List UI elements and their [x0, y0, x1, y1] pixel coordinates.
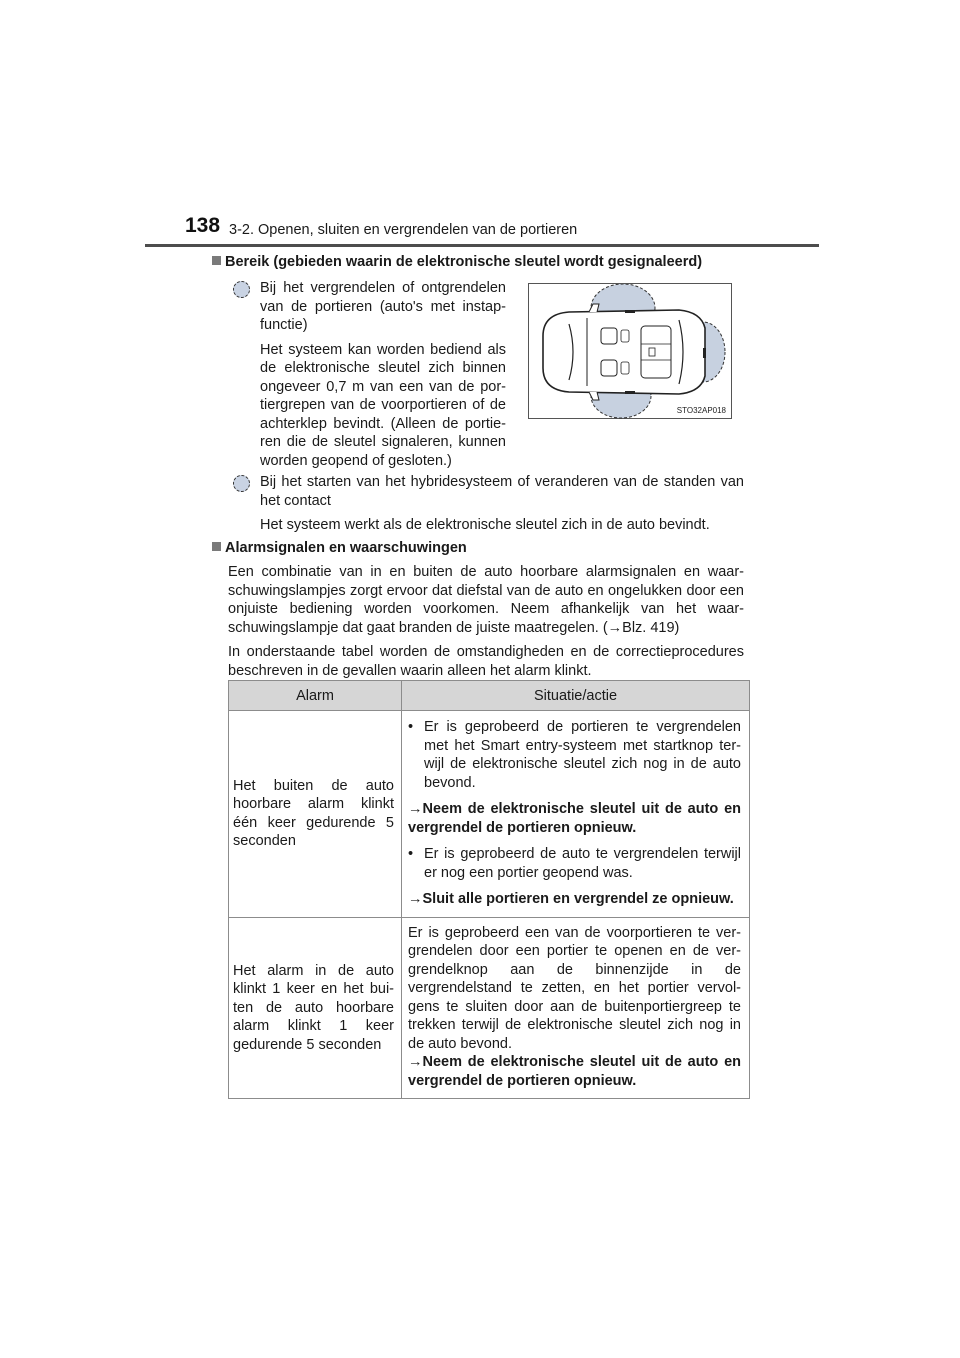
- row1-action-1: [408, 800, 741, 837]
- row1-alarm-text: Het buiten de auto hoorbare alarm klinkt één keer gedurende 5 seconden: [233, 777, 394, 850]
- square-bullet-icon: [212, 256, 221, 265]
- list-item: [408, 845, 741, 882]
- row2-alarm-text: Het alarm in de auto klinkt 1 keer en het bui-ten de auto hoorbare alarm klinkt 1 keer gedurende 5 seconden: [233, 962, 394, 1053]
- dashed-circle-icon: [233, 475, 250, 492]
- table-cell-alarm: [229, 917, 402, 1099]
- range-item-start: [260, 473, 744, 535]
- table-cell-alarm: [229, 711, 402, 918]
- row2-action-text: Neem de elektronische sleutel uit de auto en vergrendel de portieren opnieuw.: [408, 1054, 741, 1089]
- row1-bullet-2: Er is geprobeerd de auto te vergrendelen terwijl er nog een portier geopend was.: [424, 846, 741, 881]
- bullet-icon: •: [408, 846, 414, 862]
- range-heading-text: Bereik (gebieden waarin de elektronische sleutel wordt gesignaleerd): [225, 254, 703, 270]
- section-title: 3-2. Openen, sluiten en vergrendelen van de portieren: [229, 222, 578, 238]
- range-item-lock: [260, 279, 506, 470]
- alarm-heading: [212, 540, 467, 556]
- range-heading: [212, 254, 702, 270]
- alarm-heading-text: Alarmsignalen en waarschuwingen: [225, 540, 467, 556]
- list-item: [408, 718, 741, 792]
- range-item-start-body: Het systeem werkt als de elektronische sleutel zich in de auto bevindt.: [260, 517, 710, 533]
- page-number: 138: [185, 214, 221, 237]
- car-detection-figure: [528, 283, 732, 419]
- square-bullet-icon: [212, 542, 221, 551]
- range-item-lock-body: Het systeem kan worden bediend als de elektronische sleutel zich binnen ongeveer 0,7 m van een van de por-tiergrepen van de voorportieren of de achterklep bevindt. (Alleen de portie-ren die de sleutel signaleren, kunnen worden geopend of gesloten.): [260, 341, 506, 469]
- alarm-intro: [228, 563, 744, 680]
- arrow-icon: →: [408, 891, 423, 907]
- range-item-start-title: Bij het starten van het hybridesysteem of veranderen van de standen van het contact: [260, 474, 744, 509]
- table-cell-situation: [402, 711, 750, 918]
- alarm-table: [228, 680, 750, 1099]
- dashed-circle-icon: [233, 281, 250, 298]
- row1-action-2: [408, 890, 741, 909]
- figure-code: STO32AP018: [676, 406, 726, 415]
- table-row: [229, 917, 750, 1099]
- row1-action-1-text: Neem de elektronische sleutel uit de auto en vergrendel de portieren opnieuw.: [408, 801, 741, 836]
- alarm-para-2: In onderstaande tabel worden de omstandigheden en de correctieprocedures beschreven in de gevallen waarin alleen het alarm klinkt.: [228, 644, 744, 679]
- range-item-lock-title: Bij het vergrendelen of ontgrendelen van de portieren (auto's met instap-functie): [260, 280, 506, 333]
- table-header-situation: Situatie/actie: [402, 681, 750, 711]
- arrow-icon: →: [408, 801, 423, 817]
- row2-situation: Er is geprobeerd een van de voorportieren te ver-grendelen door een portier te openen en de ver-grendelknop aan de binnenzijde in de vergrendelstand te zetten, en het portier vervol-gens te sluiten door aan de buitenportiergreep te trekken terwijl de elektronische sleutel zich nog in de auto bevond.: [408, 924, 741, 1052]
- row1-action-2-text: Sluit alle portieren en vergrendel ze opnieuw.: [422, 891, 734, 907]
- arrow-icon: →: [408, 1054, 423, 1070]
- row1-bullet-1: Er is geprobeerd de portieren te vergrendelen met het Smart entry-systeem met startknop ter-wijl de elektronische sleutel zich nog in de auto bevond.: [424, 719, 741, 791]
- table-row: [229, 711, 750, 918]
- table-header-alarm: Alarm: [229, 681, 402, 711]
- table-cell-situation: [402, 917, 750, 1099]
- row2-action: [408, 1053, 741, 1090]
- alarm-para-1: Een combinatie van in en buiten de auto hoorbare alarmsignalen en waar-schuwingslampjes zorgt ervoor dat diefstal van de auto en ongelukken door een onjuiste bediening worden voorkomen. Neem afhankelijk van het waar-schuwingslampje dat gaat branden de juiste maatregelen. (→Blz. 419): [228, 564, 744, 636]
- header-divider: [145, 244, 819, 247]
- car-top-view-icon: [529, 284, 733, 420]
- table-header-row: [229, 681, 750, 711]
- bullet-icon: •: [408, 719, 414, 735]
